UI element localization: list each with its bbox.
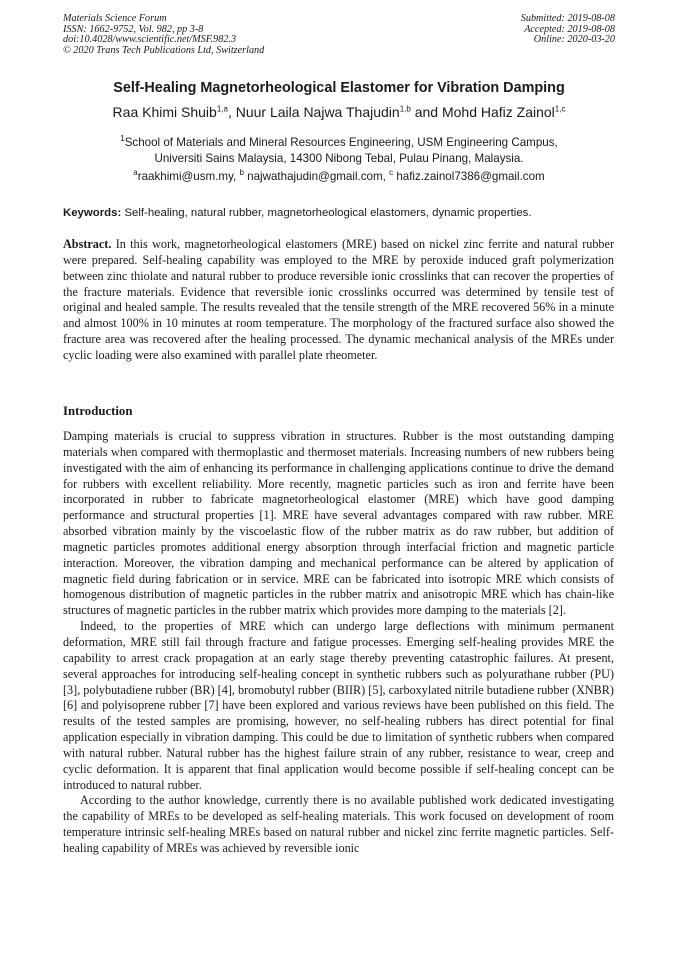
affiliation: [40, 131, 638, 167]
email-text: najwathajudin@gmail.com,: [243, 169, 390, 183]
email-list: [0, 168, 678, 183]
journal-info: [63, 14, 264, 56]
online-date: Online: 2020-03-20: [533, 34, 615, 46]
paragraph: Damping materials is crucial to suppress vibration in structures. Rubber is the most outstanding damping materials when compared with thermoplastic and thermoset materials. Increasing numbers of new rubbers being investigated with the aim of enhancing its performance in challenging applications continue to drive the demand for rubbers with excellent reliability. More recently, magnetic particles such as iron and ferrite have been incorporated in rubber to fabricate magnetorheological elastomer (MRE) which have good damping performance and structural properties [1]. MRE have several advantages compared with raw rubber. MRE absorbed vibration mainly by the viscoelastic flow of the rubber matrix as do raw rubber, but addition of magnetic particles promotes additional energy absorption through interfacial friction and magnetic particle interaction. Moreover, the vibration damping and mechanical performance can be altered by application of magnetic field during fabrication or in service. MRE can be fabricated into isotropic MRE which consists of homogenous distribution of magnetic particles in the rubber matrix and anisotropic MRE which has chain-like structures of magnetic particles in the rubber matrix which provides more damping to the materials [2].: [63, 429, 614, 618]
email-sup: b: [239, 168, 244, 177]
email-text: hafiz.zainol7386@gmail.com: [393, 169, 545, 183]
paragraph: According to the author knowledge, currently there is no available published work dedicated investigating the capability of MREs to be developed as self-healing materials. This work focused on development of room temperature intrinsic self-healing MREs based on natural rubber and nickel zinc ferrite magnetic particles. Self-healing capability of MREs was achieved by reversible ionic: [63, 793, 614, 855]
affiliation-line-1: [40, 131, 638, 151]
submitted-date: Submitted: 2019-08-08: [520, 13, 615, 24]
author-sup: 1,b: [399, 104, 411, 114]
author-name: Mohd Hafiz Zainol: [441, 104, 555, 120]
email-text: raakhimi@usm.my,: [137, 169, 240, 183]
author-sup: 1,c: [554, 104, 566, 114]
author-name: Raa Khimi Shuib: [112, 104, 217, 120]
section-heading: Introduction: [63, 404, 133, 418]
affiliation-text-1: School of Materials and Mineral Resources Engineering, USM Engineering Campus,: [124, 135, 558, 149]
keywords-label: Keywords:: [63, 207, 122, 219]
author-name: Nuur Laila Najwa Thajudin: [235, 104, 400, 120]
submission-dates: [521, 14, 615, 46]
affiliation-sup: 1: [120, 134, 125, 143]
paragraph: Indeed, to the properties of MRE which can undergo large deflections with minimum permanent deformation, MRE still fail through fracture and fatigue processes. Emerging self-healing provides MRE the capability to arrest crack propagation at an early stage thereby preventing catastrophic failures. At present, several approaches for introducing self-healing concept in synthetic rubbers such as polyurathane rubber (PU) [3], polybutadiene rubber (BR) [4], bromobutyl rubber (BIIR) [5], carboxylated nitrile butadiene rubber (XNBR) [6] and polyisoprene rubber [7] have been explored and various reviews have been published on this field. The results of the tested samples are promising, however, no self-healing rubbers has direct potential for final application especially in vibration damping. This could be due to limitation of synthetic rubbers when compared with natural rubber. Natural rubber has the highest failure strain of any rubber, resistance to wear, creep and cyclic deformation. It is apparent that final application would become possible if self-healing concept can be introduced to natural rubber.: [63, 619, 614, 792]
issn-line: ISSN: 1662-9752, Vol. 982, pp 3-8: [63, 23, 204, 35]
keywords: [63, 206, 623, 221]
doi-line: doi:10.4028/www.scientific.net/MSF.982.3: [63, 34, 237, 46]
paper-title: Self-Healing Magnetorheological Elastomer for Vibration Damping: [113, 80, 565, 96]
accepted-date: Accepted: 2019-08-08: [524, 23, 615, 35]
email-sup: a: [133, 168, 138, 177]
author-list: [0, 104, 678, 120]
email-sup: c: [389, 168, 394, 177]
copyright-line: © 2020 Trans Tech Publications Ltd, Switzerland: [63, 44, 265, 56]
author-separator: ,: [227, 104, 236, 120]
author-separator: and: [410, 104, 442, 120]
keywords-text: Self-healing, natural rubber, magnetorheological elastomers, dynamic properties.: [121, 207, 532, 219]
journal-name: Materials Science Forum: [63, 13, 167, 24]
abstract: [63, 237, 614, 364]
introduction-body: [63, 429, 614, 857]
author-sup: 1,a: [216, 104, 228, 114]
abstract-label: Abstract.: [63, 237, 112, 251]
abstract-text: In this work, magnetorheological elastomers (MRE) based on nickel zinc ferrite and natural rubber were prepared. Self-healing capability was employed to the MRE by peroxide induced graft polymerization between zinc thiolate and natural rubber to produce reversible ionic crosslinks that can recover the properties of the fracture materials. Evidence that reversible ionic crosslinks occurred was determined by tensile test of original and healed sample. The results revealed that the tensile strength of the MRE recovered 56% in a minute and almost 100% in 10 minutes at room temperature. The morphology of the fractured surface also showed the fracture area was recovered after the healing processed. The dynamic mechanical analysis of the MREs under cyclic loading were also examined with parallel plate rheometer.: [63, 237, 614, 362]
affiliation-line-2: Universiti Sains Malaysia, 14300 Nibong Tebal, Pulau Pinang, Malaysia.: [154, 151, 524, 165]
